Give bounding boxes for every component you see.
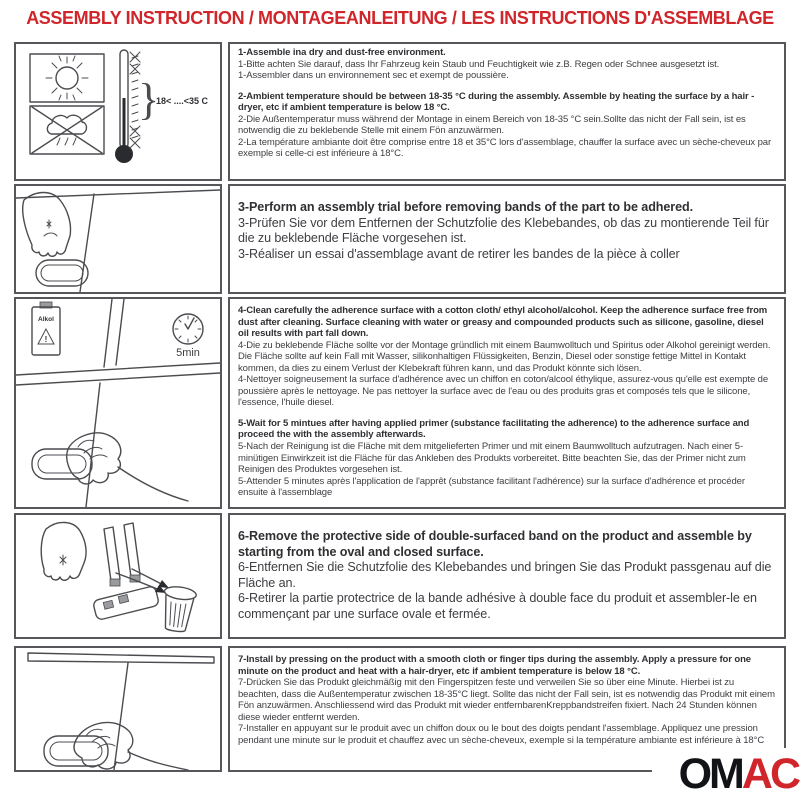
step-7-fr: 7-Installer en appuyant sur le produit avec un chiffon doux ou le bout des doigts pendant l'assemblage. Appliquez une pression pendant une minute sur le produit et chauffez avec un sèche-cheveux, exemple si la température ambiante est inférieure à 18°C <box>238 723 765 746</box>
climate-illustration-svg <box>16 44 220 179</box>
illustration-clean-and-wait <box>14 297 222 509</box>
step-1-fr: 1-Assembler dans un environnement sec et exempt de poussière. <box>238 70 509 82</box>
step-6-en: 6-Remove the protective side of double-surfaced band on the product and assemble by starting from the oval and closed surface. <box>238 529 752 559</box>
bottle-label: Alkol <box>38 316 54 323</box>
step-6-fr: 6-Retirer la partie protectrice de la bande adhésive à double face du produit et assembler-le en commençant par une surface ovale et fermée. <box>238 591 757 621</box>
trial-fit-illustration-svg <box>16 186 220 292</box>
press-illustration-svg <box>16 648 220 770</box>
step-text-4-5 <box>228 297 786 509</box>
illustration-press-product <box>14 646 222 772</box>
step-1-en: 1-Assemble ina dry and dust-free environment. <box>238 47 446 58</box>
panel-trim-band <box>16 363 220 385</box>
illustration-climate-conditions <box>14 42 222 181</box>
step-3-en: 3-Perform an assembly trial before removing bands of the part to be adhered. <box>238 200 693 214</box>
step-6-de: 6-Entfernen Sie die Schutzfolie des Klebebandes und bringen Sie das Produkt passgenau auf die Fläche an. <box>238 560 772 590</box>
step-4-de: 4-Die zu beklebende Fläche sollte vor der Montage gründlich mit einem Baumwolltuch und Spiritus oder Alkohol gereinigt werden. Die Fläche sollte auf kein Fall mit Wasser, silikonhaltigen Flüssigkeiten, Benzin, Diesel oder sonstige fettige Mittel in Kontakt kommen, da dies zu einem Verlust der Klebekraft führen kann, und das Produkt könnte sich lösen. <box>238 339 771 374</box>
step-5-en: 5-Wait for 5 mintues after having applied primer (substance facilitating the adherence) to the adherence surface and proceed the with the assembly afterwards. <box>238 417 750 441</box>
adhesive-part <box>93 586 160 621</box>
oval-part <box>32 449 92 479</box>
temperature-range-label: 18< ....<35 C <box>156 96 209 106</box>
panel-trim-strip <box>28 653 214 663</box>
illustration-trial-fit <box>14 184 222 294</box>
protective-strips <box>104 523 140 586</box>
thermometer-icon <box>115 50 159 163</box>
hand-icon <box>41 522 86 580</box>
page-title: ASSEMBLY INSTRUCTION / MONTAGEANLEITUNG / LES INSTRUCTIONS D'ASSEMBLAGE <box>26 8 774 28</box>
panel-edge-line <box>16 190 220 198</box>
step-7-de: 7-Drücken Sie das Produkt gleichmäßig mit den Fingerspitzen feste und verweilen Sie so über eine Minute. Hierbei ist zu beachten, dass die Außentemperatur zwischen 18-35°C liegt. Sollte das nicht der Fall sein, ist es notwendig das Produkt mit einem Fön anzuwärmen. Anschliessend wird das Produkt mit wieder entfernbarenKreppbandstreifen fixiert. Nach 24 Stunden können diese wieder entfernt werden. <box>238 677 775 723</box>
discard-arrows <box>116 569 169 593</box>
omac-logo-black-text: OM <box>678 749 742 798</box>
step-2-en: 2-Ambient temperature should be between 18-35 °C during the assembly. Assemble by heating the surface by a hair -dryer, etc if ambient temperature is below 18 °C. <box>238 90 755 114</box>
step-text-3 <box>228 184 786 294</box>
step-3-fr: 3-Réaliser un essai d'assemblage avant de retirer les bandes de la pièce à coller <box>238 246 680 261</box>
hand-with-cloth-icon <box>67 433 188 501</box>
step-5-de: 5-Nach der Reinigung ist die Fläche mit dem mitgelieferten Primer und mit einem Baumwolltuch aufzutragen. Nach einer 5-minütigen Einwirkzeit ist die Fläche für das Ankleben des Produkts vorbereitet. Bitte beachten Sie, das der Primer nicht zum Reinigen des Produktes vorgesehen ist. <box>238 441 746 476</box>
step-1-de: 1-Bitte achten Sie darauf, dass Ihr Fahrzeug kein Staub und Feuchtigkeit wie z.B. Regen oder Schnee ausgesetzt ist. <box>238 58 720 70</box>
hand-icon <box>23 193 71 257</box>
clock-icon <box>173 314 203 359</box>
step-3-de: 3-Prüfen Sie vor dem Entfernen der Schutzfolie des Klebebandes, ob das zu montierende Teil für die zu beklebende Fläche vorgesehen ist. <box>238 215 769 246</box>
warning-exclamation: ! <box>44 335 48 344</box>
range-brace: } <box>138 75 160 124</box>
illustration-peel-protective-band <box>14 513 222 639</box>
sun-icon <box>46 56 88 100</box>
panel-seam-line <box>114 663 128 770</box>
omac-logo <box>652 748 798 800</box>
step-text-6 <box>228 513 786 639</box>
panel-lower-seam <box>86 383 100 507</box>
step-2-fr: 2-La température ambiante doit être comprise entre 18 et 35°C lors d'assemblage, chauffer la surface avec un sèche-cheveux par exemple si celle-ci est inférieure à 18°C. <box>238 136 772 160</box>
omac-logo-red-text: AC <box>741 749 798 798</box>
trash-bin-icon <box>159 585 197 633</box>
step-2-de: 2-Die Außentemperatur muss während der Montage in einem Bereich von 18-35 °C sein.Sollte das nicht der Fall sein, ist es notwendig die zu beklebende Stelle mit einem Fön anzuwärmen. <box>238 113 746 137</box>
clock-duration-label: 5min <box>176 347 200 359</box>
panel-seam-lines <box>104 299 124 367</box>
step-5-fr: 5-Attender 5 minutes après l'application de l'apprêt (substance facilitant l'adhérence) sur la surface d'adhérence et procéder ensuite à l'assemblage <box>238 475 745 499</box>
cleaning-illustration-svg <box>16 299 220 507</box>
no-rain-icon <box>32 107 102 153</box>
alcohol-bottle-icon <box>32 302 60 355</box>
hand-with-cloth-icon <box>74 722 188 770</box>
step-4-fr: 4-Nettoyer soigneusement la surface d'adhérence avec un chiffon en coton/alcool éthylique, assurez-vous qu'elle est exempte de poussière après le nettoyage. Ne pas nettoyer la surface avec de l'eau ou des produits gras et composés tels que le silicone, l'essence, l'huile diesel. <box>238 374 769 409</box>
step-7-en: 7-Install by pressing on the product with a smooth cloth or finger tips during the assembly. Apply a pressure for one minute on the product and heat with a hair-dryer, etc if ambient temperature is below 18 °C. <box>238 654 751 677</box>
step-text-1-2 <box>228 42 786 181</box>
step-4-en: 4-Clean carefully the adherence surface with a cotton cloth/ ethyl alcohol/alcohol. Keep the adherence surface free from dust after cleaning. Surface cleaning with water or greasy and compounded products such as silicone, gasoline, diesel oil results with part fall down. <box>238 305 768 340</box>
oval-part <box>36 260 88 286</box>
peel-band-illustration-svg <box>16 515 220 637</box>
